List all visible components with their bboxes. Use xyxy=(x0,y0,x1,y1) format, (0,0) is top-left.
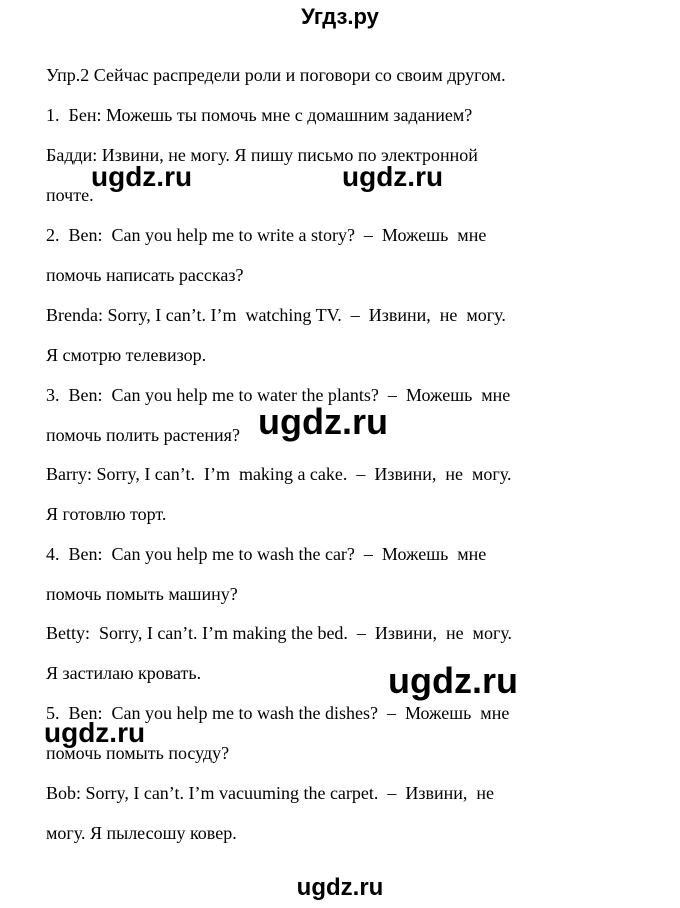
watermark: ugdz.ru xyxy=(388,660,518,701)
dialogue-4-answer: Betty: Sorry, I can’t. I’m making the bed. – Извини, не могу. xyxy=(46,623,513,643)
watermark: ugdz.ru xyxy=(342,161,444,192)
dialogue-2-question-cont: помочь написать рассказ? xyxy=(46,265,244,285)
dialogue-3-answer: Barry: Sorry, I can’t. I’m making a cake. – Извини, не могу. xyxy=(46,464,512,484)
dialogue-1-question: 1. Бен: Можешь ты помочь мне с домашним заданием? xyxy=(46,105,473,125)
watermark: ugdz.ru xyxy=(44,717,146,748)
dialogue-4-question: 4. Ben: Can you help me to wash the car? – Можешь мне xyxy=(46,544,487,564)
dialogue-5-answer: Bob: Sorry, I can’t. I’m vacuuming the carpet. – Извини, не xyxy=(46,783,495,803)
dialogue-4-question-cont: помочь помыть машину? xyxy=(46,584,238,604)
dialogue-4-answer-cont: Я застилаю кровать. xyxy=(46,663,202,683)
dialogue-1-answer: Бадди: Извини, не могу. Я пишу письмо по электронной xyxy=(46,145,478,165)
site-title: Угдз.ру xyxy=(301,4,379,29)
dialogue-2-question: 2. Ben: Can you help me to write a story? – Можешь мне xyxy=(46,225,487,245)
dialogue-2-answer: Brenda: Sorry, I can’t. I’m watching TV. – Извини, не могу. xyxy=(46,305,506,325)
dialogue-1-answer-cont: почте. xyxy=(46,185,94,205)
watermark: ugdz.ru xyxy=(91,161,193,192)
dialogue-3-question: 3. Ben: Can you help me to water the plants? – Можешь мне xyxy=(46,385,511,405)
dialogue-2-answer-cont: Я смотрю телевизор. xyxy=(46,345,207,365)
dialogue-5-question: 5. Ben: Can you help me to wash the dishes? – Можешь мне xyxy=(46,703,510,723)
dialogue-3-answer-cont: Я готовлю торт. xyxy=(46,504,167,524)
watermark: ugdz.ru xyxy=(258,401,388,442)
dialogue-5-answer-cont: могу. Я пылесошу ковер. xyxy=(46,823,237,843)
dialogue-3-question-cont: помочь полить растения? xyxy=(46,425,240,445)
exercise-heading: Упр.2 Сейчас распредели роли и поговори со своим другом. xyxy=(46,65,506,85)
footer-watermark: ugdz.ru xyxy=(296,874,384,901)
dialogue-5-question-cont: помочь помыть посуду? xyxy=(46,743,230,763)
